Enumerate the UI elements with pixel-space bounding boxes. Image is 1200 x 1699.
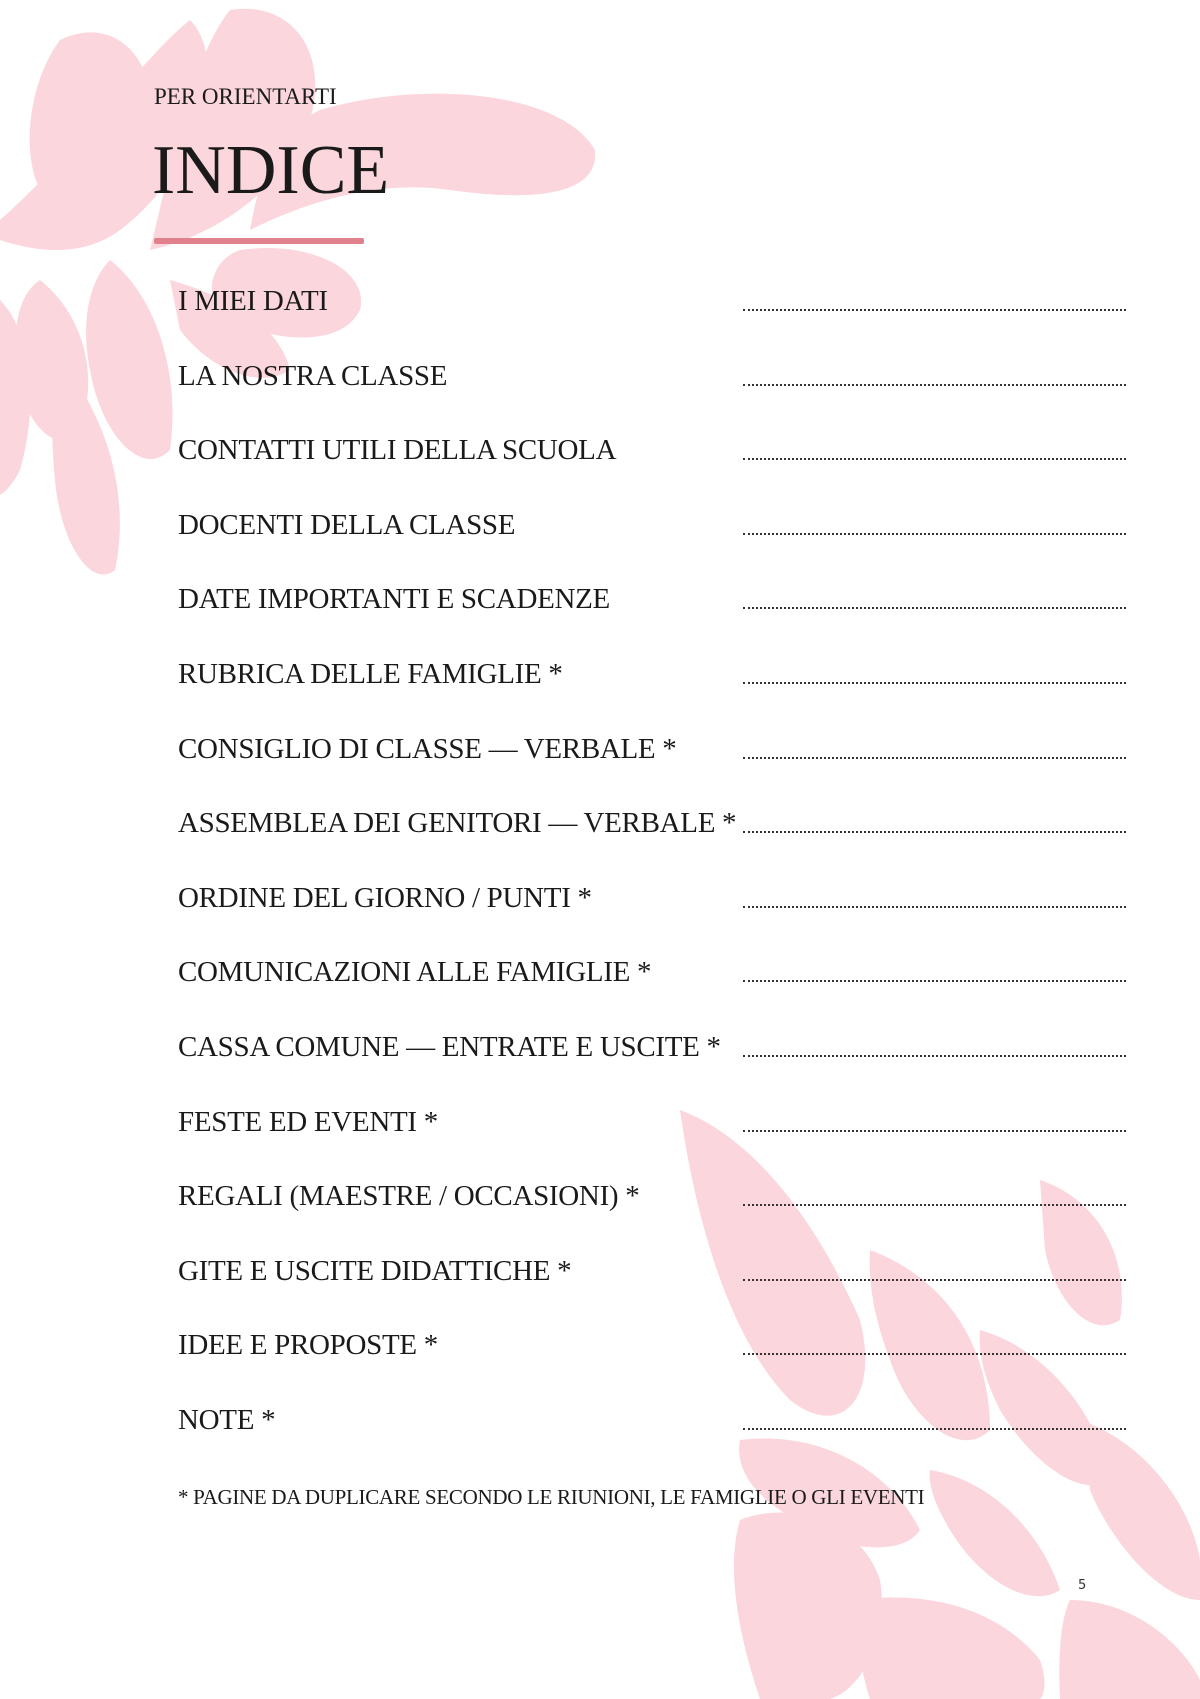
toc-item-cassa-comune[interactable] — [178, 1021, 1126, 1096]
toc-item-idee-proposte[interactable] — [178, 1319, 1126, 1394]
toc-item-label: LA NOSTRA CLASSE — [178, 359, 448, 392]
toc-item-label: COMUNICAZIONI ALLE FAMIGLIE * — [178, 956, 652, 989]
toc-dotted-leader — [743, 1055, 1126, 1057]
page-title: INDICE — [152, 132, 390, 209]
toc-dotted-leader — [743, 533, 1126, 535]
toc-item-label: I MIEI DATI — [178, 285, 328, 317]
toc-item-contatti-utili[interactable] — [178, 424, 1126, 499]
toc-item-label: FESTE ED EVENTI * — [178, 1105, 438, 1138]
toc-item-la-nostra-classe[interactable] — [178, 350, 1126, 425]
section-kicker: PER ORIENTARTI — [154, 84, 337, 109]
toc-item-label: DATE IMPORTANTI E SCADENZE — [178, 583, 610, 616]
page-number: 5 — [1078, 1578, 1087, 1593]
toc-dotted-leader — [743, 1353, 1126, 1355]
toc-item-label: IDEE E PROPOSTE * — [178, 1329, 438, 1362]
title-underline — [154, 238, 364, 244]
toc-item-label: NOTE * — [178, 1403, 276, 1436]
toc-item-label: ASSEMBLEA DEI GENITORI — VERBALE * — [178, 807, 737, 840]
footnote: * PAGINE DA DUPLICARE SECONDO LE RIUNIONI, LE FAMIGLIE O GLI EVENTI — [178, 1485, 925, 1509]
toc-dotted-leader — [743, 757, 1126, 759]
toc-dotted-leader — [743, 1428, 1126, 1430]
toc-item-gite[interactable] — [178, 1245, 1126, 1320]
toc-dotted-leader — [743, 384, 1126, 386]
table-of-contents — [178, 275, 1126, 1469]
toc-item-docenti[interactable] — [178, 499, 1126, 574]
toc-item-comunicazioni[interactable] — [178, 946, 1126, 1021]
toc-item-regali[interactable] — [178, 1170, 1126, 1245]
toc-item-date-importanti[interactable] — [178, 573, 1126, 648]
toc-dotted-leader — [743, 607, 1126, 609]
toc-dotted-leader — [743, 980, 1126, 982]
toc-item-label: REGALI (MAESTRE / OCCASIONI) * — [178, 1180, 640, 1213]
toc-item-label: CONSIGLIO DI CLASSE — VERBALE * — [178, 732, 677, 765]
toc-item-label: GITE E USCITE DIDATTICHE * — [178, 1254, 572, 1287]
toc-item-label: ORDINE DEL GIORNO / PUNTI * — [178, 881, 592, 914]
toc-item-label: RUBRICA DELLE FAMIGLIE * — [178, 657, 563, 690]
toc-dotted-leader — [743, 682, 1126, 684]
toc-item-i-miei-dati[interactable] — [178, 275, 1126, 350]
toc-item-label: DOCENTI DELLA CLASSE — [178, 508, 516, 541]
toc-item-feste-eventi[interactable] — [178, 1096, 1126, 1171]
toc-item-rubrica-famiglie[interactable] — [178, 648, 1126, 723]
toc-dotted-leader — [743, 1279, 1126, 1281]
toc-item-label: CONTATTI UTILI DELLA SCUOLA — [178, 434, 617, 467]
toc-dotted-leader — [743, 906, 1126, 908]
toc-item-assemblea-genitori[interactable] — [178, 797, 1126, 872]
toc-item-ordine-giorno[interactable] — [178, 872, 1126, 947]
toc-item-label: CASSA COMUNE — ENTRATE E USCITE * — [178, 1030, 721, 1063]
toc-dotted-leader — [743, 1204, 1126, 1206]
toc-item-note[interactable] — [178, 1394, 1126, 1469]
toc-item-consiglio-classe[interactable] — [178, 723, 1126, 798]
toc-dotted-leader — [743, 309, 1126, 311]
toc-dotted-leader — [743, 831, 1126, 833]
toc-dotted-leader — [743, 1130, 1126, 1132]
toc-dotted-leader — [743, 458, 1126, 460]
